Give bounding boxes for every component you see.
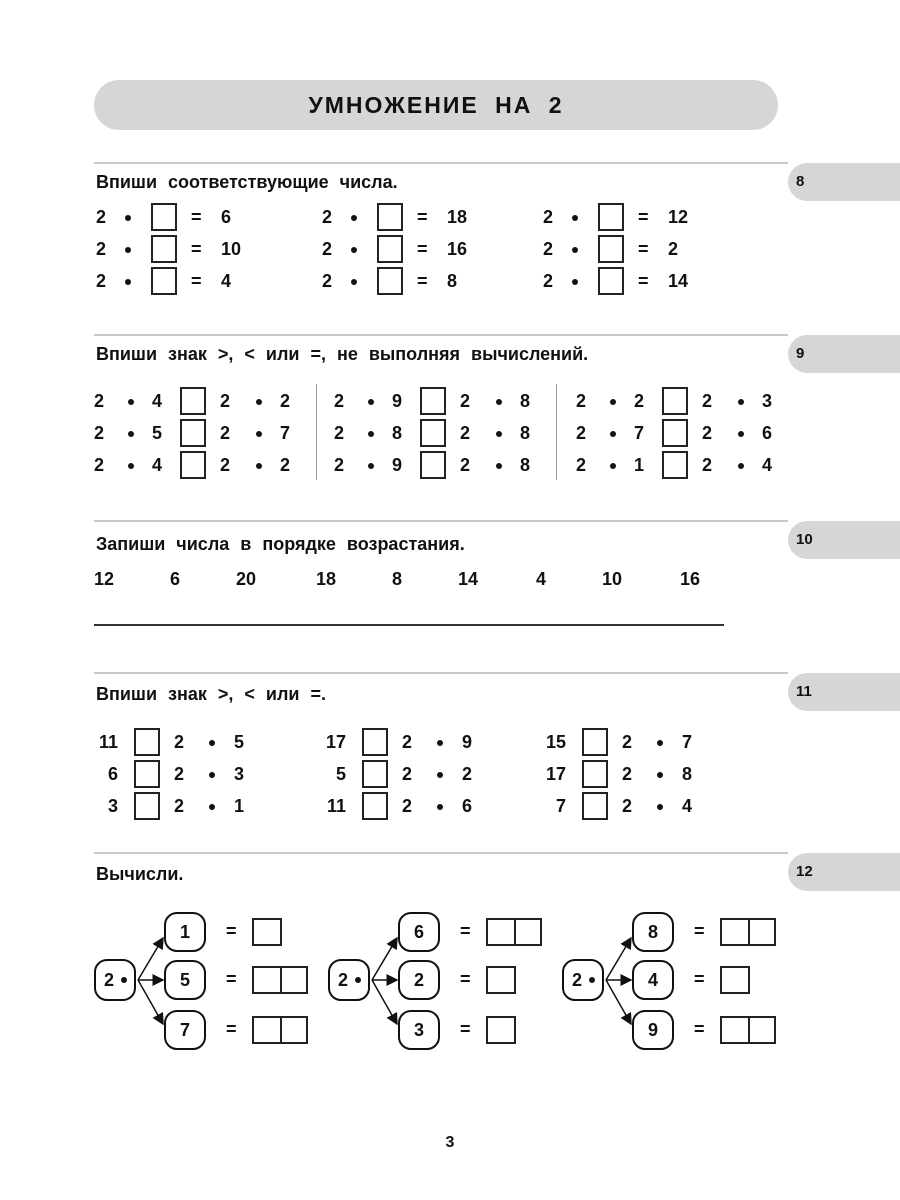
multiply-dot <box>355 977 361 983</box>
factor: 1 <box>234 796 245 816</box>
operand: 8 <box>520 391 531 411</box>
number-item: 14 <box>458 569 479 589</box>
factor: 2 <box>402 732 413 752</box>
left-number: 7 <box>555 796 566 816</box>
equals-sign: = <box>226 1019 237 1039</box>
arrow <box>372 980 397 1024</box>
factor: 2 <box>174 764 185 784</box>
factor: 2 <box>402 764 413 784</box>
multiply-dot <box>121 977 127 983</box>
result: 12 <box>668 207 689 227</box>
source-number: 2 <box>572 970 583 990</box>
result: 14 <box>668 271 689 291</box>
factor: 3 <box>234 764 245 784</box>
arrow <box>138 938 163 980</box>
factor: 5 <box>234 732 245 752</box>
answer-box[interactable] <box>486 966 516 994</box>
number-item: 6 <box>170 569 181 589</box>
operand: 9 <box>392 391 403 411</box>
equals-sign: = <box>694 921 705 941</box>
operand: 4 <box>762 455 773 475</box>
factor: 2 <box>174 732 185 752</box>
digit-cell[interactable] <box>280 968 306 992</box>
number-item: 16 <box>680 569 701 589</box>
equals-sign: = <box>638 239 649 259</box>
task-number-tab: 10 <box>788 521 900 559</box>
operand: 2 <box>94 391 105 411</box>
two-digit-answer-box[interactable] <box>486 918 542 946</box>
factor-circle: 7 <box>164 1010 206 1050</box>
factor: 2 <box>462 764 473 784</box>
arrow <box>372 938 397 980</box>
factor-circle: 3 <box>398 1010 440 1050</box>
source-number: 2 <box>338 970 349 990</box>
factor-circle: 1 <box>164 912 206 952</box>
operand: 2 <box>460 455 471 475</box>
operand: 2 <box>220 423 231 443</box>
digit-cell[interactable] <box>514 920 540 944</box>
equals-sign: = <box>191 207 202 227</box>
equals-sign: = <box>460 1019 471 1039</box>
number-item: 12 <box>94 569 115 589</box>
equals-sign: = <box>694 1019 705 1039</box>
factor: 2 <box>543 207 554 227</box>
equals-sign: = <box>226 921 237 941</box>
digit-cell[interactable] <box>254 968 280 992</box>
task-title: Впиши знак >, < или =. <box>96 684 326 704</box>
digit-cell[interactable] <box>722 920 748 944</box>
factor: 8 <box>682 764 693 784</box>
factor: 2 <box>96 239 107 259</box>
operand: 2 <box>94 455 105 475</box>
two-digit-answer-box[interactable] <box>720 1016 776 1044</box>
factor: 9 <box>462 732 473 752</box>
operand: 2 <box>94 423 105 443</box>
operand: 8 <box>520 455 531 475</box>
operand: 4 <box>152 455 163 475</box>
two-digit-answer-box[interactable] <box>252 966 308 994</box>
source-multiplier <box>562 959 604 1001</box>
digit-cell[interactable] <box>254 1018 280 1042</box>
operand: 2 <box>576 455 587 475</box>
two-digit-answer-box[interactable] <box>720 918 776 946</box>
operand: 2 <box>576 391 587 411</box>
digit-cell[interactable] <box>280 1018 306 1042</box>
operand: 2 <box>702 391 713 411</box>
answer-box[interactable] <box>486 1016 516 1044</box>
factor: 6 <box>462 796 473 816</box>
operand: 9 <box>392 455 403 475</box>
arrow <box>606 938 631 980</box>
task-number-tab: 12 <box>788 853 900 891</box>
factor: 2 <box>322 239 333 259</box>
result: 6 <box>221 207 232 227</box>
operand: 2 <box>576 423 587 443</box>
task-title: Впиши соответствующие числа. <box>96 172 398 192</box>
operand: 2 <box>280 391 291 411</box>
factor: 2 <box>543 271 554 291</box>
factor: 4 <box>682 796 693 816</box>
task-title: Запиши числа в порядке возрастания. <box>96 534 465 554</box>
result: 8 <box>447 271 458 291</box>
factor: 2 <box>622 796 633 816</box>
operand: 2 <box>702 455 713 475</box>
operand: 2 <box>280 455 291 475</box>
factor-circle: 9 <box>632 1010 674 1050</box>
task-number-tab: 9 <box>788 335 900 373</box>
operand: 5 <box>152 423 163 443</box>
operand: 7 <box>634 423 645 443</box>
result: 4 <box>221 271 232 291</box>
operand: 4 <box>152 391 163 411</box>
equals-sign: = <box>191 271 202 291</box>
equals-sign: = <box>226 969 237 989</box>
number-item: 18 <box>316 569 337 589</box>
factor: 7 <box>682 732 693 752</box>
factor-circle: 5 <box>164 960 206 1000</box>
result: 18 <box>447 207 468 227</box>
arrow <box>606 980 631 1024</box>
operand: 6 <box>762 423 773 443</box>
factor: 2 <box>322 207 333 227</box>
left-number: 3 <box>107 796 118 816</box>
task-title: Впиши знак >, < или =, не выполняя вычислений. <box>96 344 589 364</box>
digit-cell[interactable] <box>722 1018 748 1042</box>
digit-cell[interactable] <box>748 920 774 944</box>
left-number: 6 <box>107 764 118 784</box>
operand: 2 <box>702 423 713 443</box>
equals-sign: = <box>460 921 471 941</box>
left-number: 11 <box>98 732 118 752</box>
equals-sign: = <box>417 271 428 291</box>
equals-sign: = <box>417 207 428 227</box>
multiply-dot <box>589 977 595 983</box>
operand: 2 <box>334 391 345 411</box>
digit-cell[interactable] <box>254 920 280 944</box>
task-number-tab: 11 <box>788 673 900 711</box>
digit-cell[interactable] <box>722 968 748 992</box>
source-number: 2 <box>104 970 115 990</box>
number-item: 8 <box>392 569 403 589</box>
equals-sign: = <box>638 207 649 227</box>
factor-circle: 2 <box>398 960 440 1000</box>
left-number: 5 <box>335 764 346 784</box>
factor: 2 <box>622 732 633 752</box>
left-number: 15 <box>545 732 566 752</box>
factor-circle: 6 <box>398 912 440 952</box>
operand: 1 <box>634 455 645 475</box>
result: 16 <box>447 239 468 259</box>
answer-box[interactable] <box>252 918 282 946</box>
operand: 2 <box>460 391 471 411</box>
digit-cell[interactable] <box>488 1018 514 1042</box>
operand: 2 <box>334 455 345 475</box>
factor: 2 <box>96 271 107 291</box>
source-multiplier <box>94 959 136 1001</box>
equals-sign: = <box>638 271 649 291</box>
page-number: 3 <box>445 1134 455 1151</box>
factor-circle: 8 <box>632 912 674 952</box>
left-number: 17 <box>325 732 346 752</box>
answer-box[interactable] <box>720 966 750 994</box>
arrow <box>138 980 163 1024</box>
result: 2 <box>668 239 679 259</box>
left-number: 17 <box>545 764 566 784</box>
operand: 2 <box>334 423 345 443</box>
factor-circle: 4 <box>632 960 674 1000</box>
digit-cell[interactable] <box>488 968 514 992</box>
equals-sign: = <box>417 239 428 259</box>
operand: 2 <box>460 423 471 443</box>
source-multiplier <box>328 959 370 1001</box>
operand: 3 <box>762 391 773 411</box>
digit-cell[interactable] <box>748 1018 774 1042</box>
factor: 2 <box>402 796 413 816</box>
two-digit-answer-box[interactable] <box>252 1016 308 1044</box>
equals-sign: = <box>460 969 471 989</box>
task-title: Вычисли. <box>96 864 184 884</box>
number-item: 20 <box>236 569 257 589</box>
digit-cell[interactable] <box>488 920 514 944</box>
operand: 8 <box>392 423 403 443</box>
result: 10 <box>221 239 242 259</box>
task-number-tab: 8 <box>788 163 900 201</box>
factor: 2 <box>96 207 107 227</box>
operand: 7 <box>280 423 291 443</box>
operand: 2 <box>220 455 231 475</box>
page-title: УМНОЖЕНИЕ НА 2 <box>308 91 564 118</box>
factor: 2 <box>322 271 333 291</box>
operand: 2 <box>634 391 645 411</box>
equals-sign: = <box>694 969 705 989</box>
factor: 2 <box>174 796 185 816</box>
number-item: 4 <box>536 569 547 589</box>
equals-sign: = <box>191 239 202 259</box>
number-item: 10 <box>602 569 623 589</box>
factor: 2 <box>622 764 633 784</box>
operand: 2 <box>220 391 231 411</box>
factor: 2 <box>543 239 554 259</box>
operand: 8 <box>520 423 531 443</box>
left-number: 11 <box>326 796 346 816</box>
